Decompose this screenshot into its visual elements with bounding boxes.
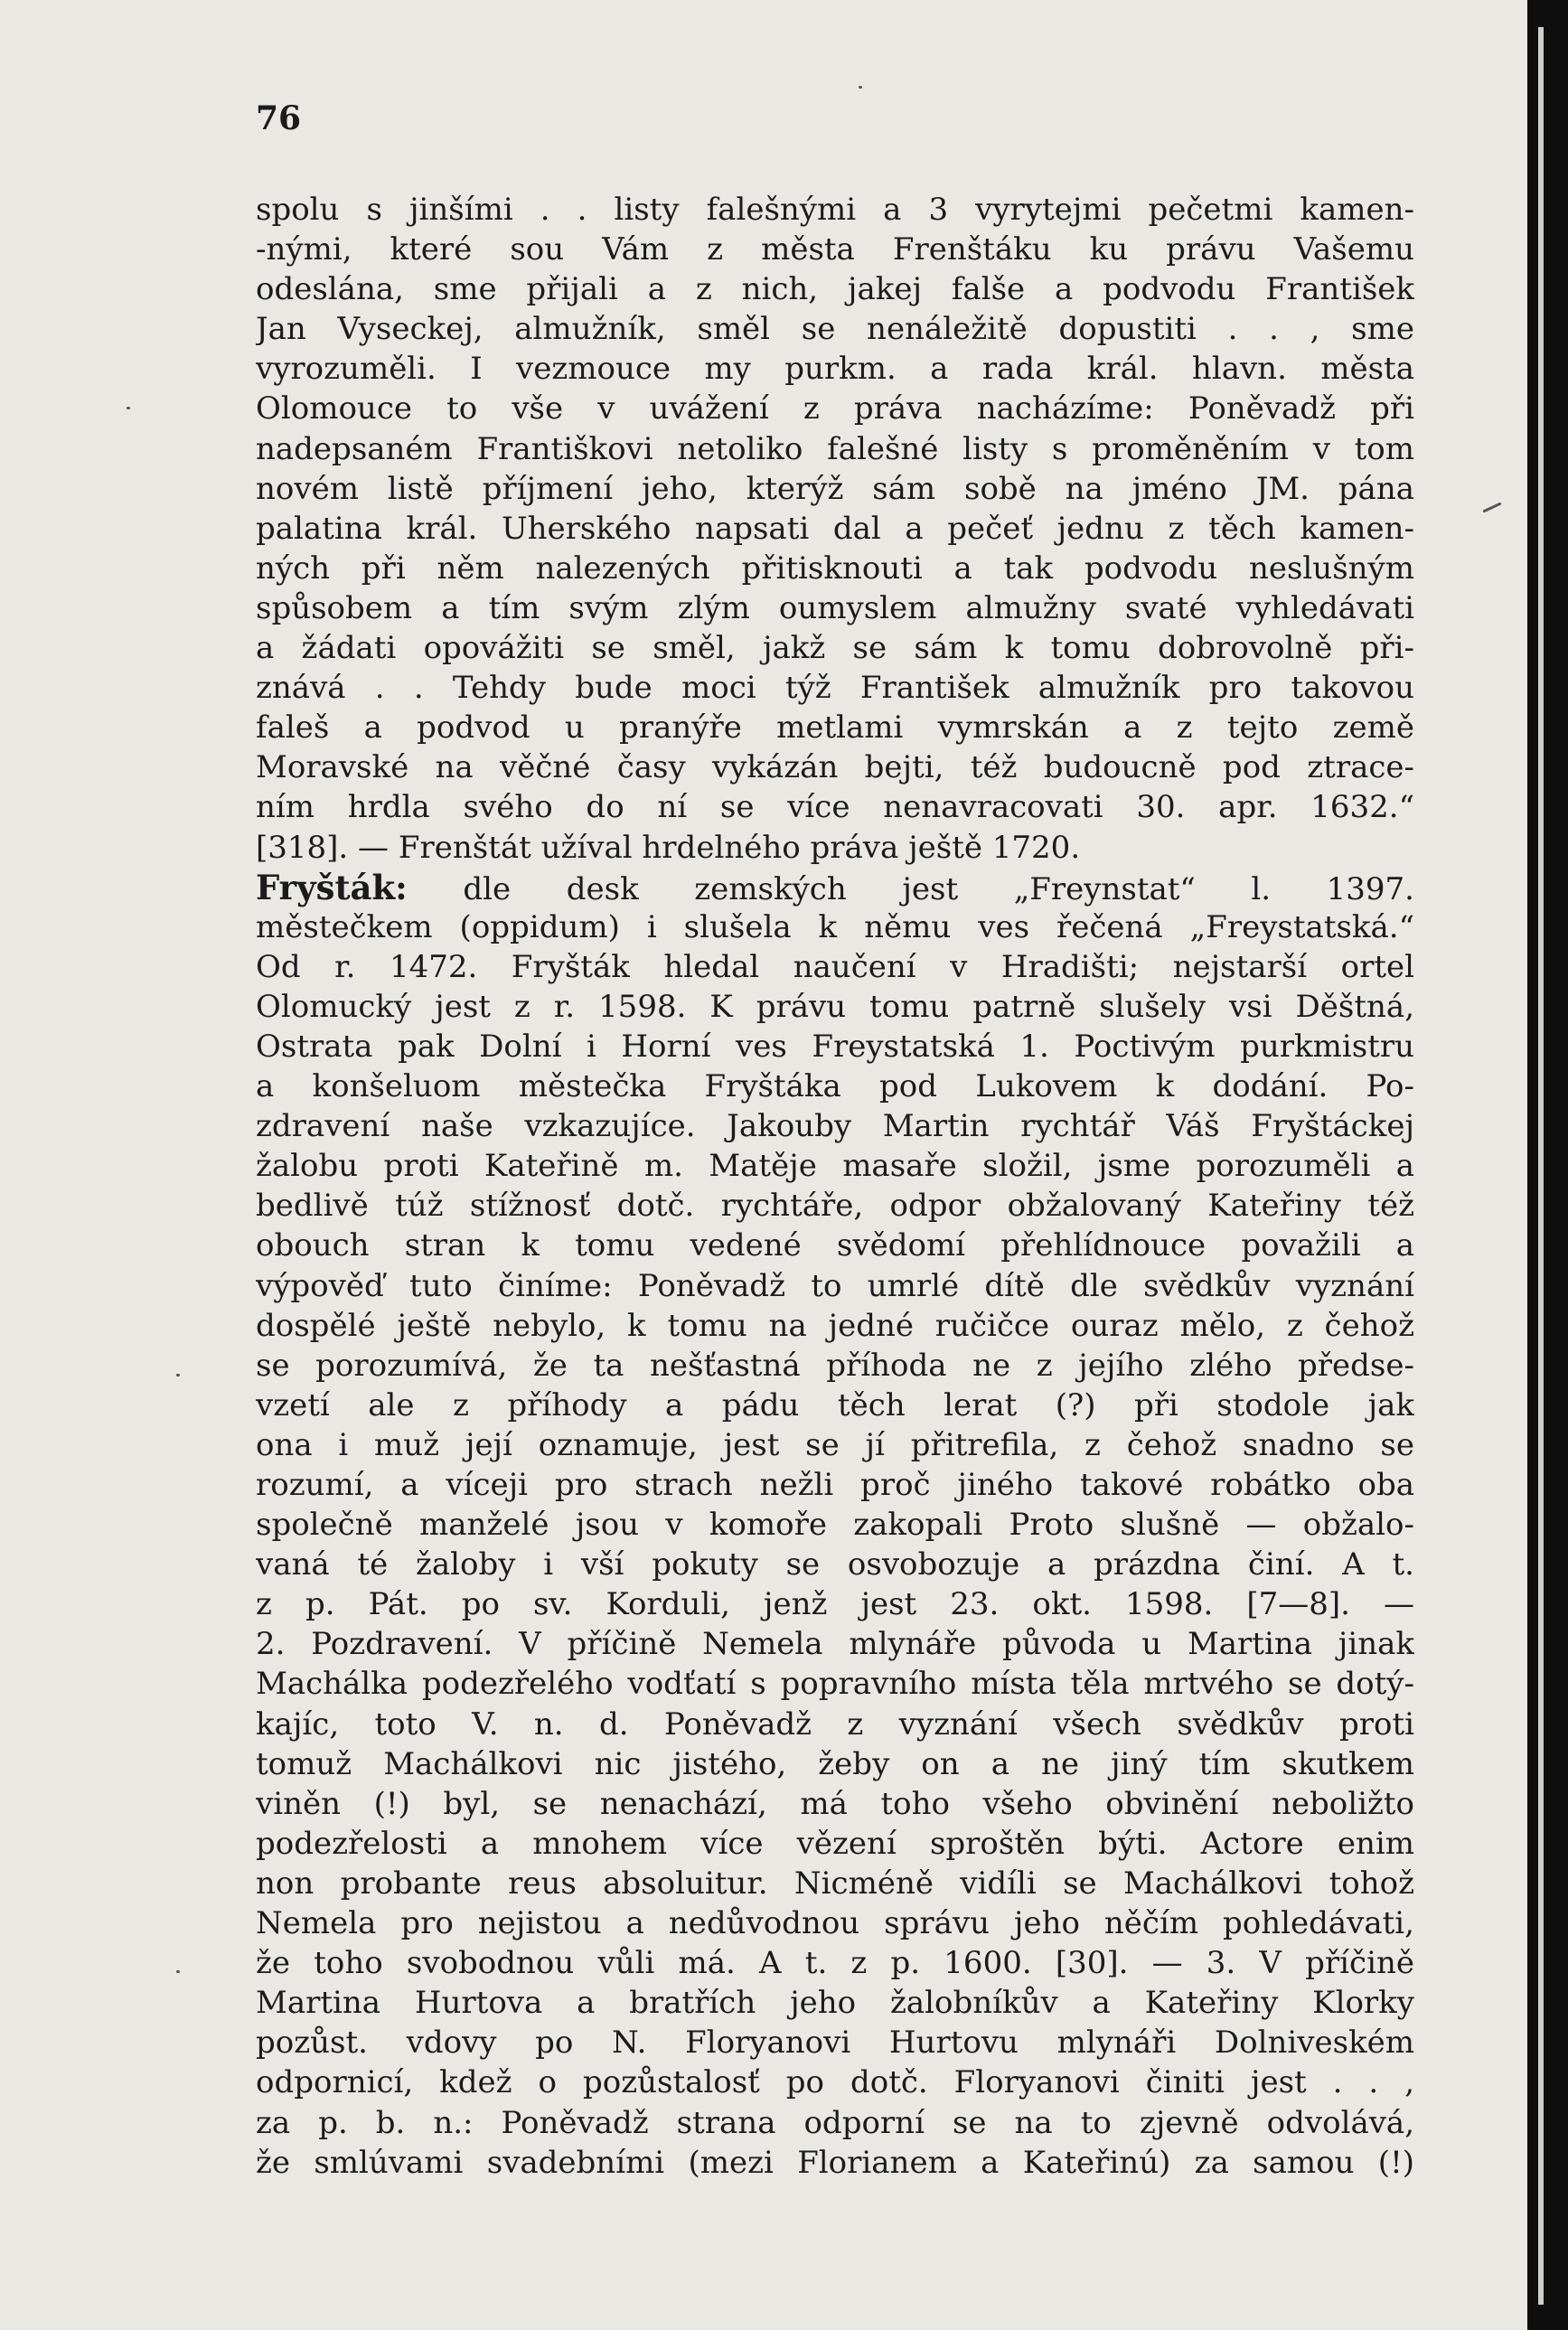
text-line: odpornicí, kdež o pozůstalosť po dotč. Floryanovi činiti jest . . , <box>256 2064 1414 2101</box>
text-line: Olomouce to vše v uvážení z práva nacházíme: Poněvadž při <box>256 390 1414 427</box>
text-line: Jan Vyseckej, almužník, směl se nenáležitě dopustiti . . , sme <box>256 311 1414 348</box>
text-line: Machálka podezřelého vodťatí s popravního místa těla mrtvého se dotý- <box>256 1666 1414 1703</box>
text-line: vyrozuměli. I vezmouce my purkm. a rada král. hlavn. města <box>256 351 1414 388</box>
text-line: obouch stran k tomu vedené svědomí přehlídnouce považili a <box>256 1227 1414 1264</box>
scan-mark <box>859 86 862 89</box>
text-line: bedlivě túž stížnosť dotč. rychtáře, odpor obžalovaný Kateřiny též <box>256 1188 1414 1225</box>
text-line: Moravské na věčné časy vykázán bejti, též budoucně pod ztrace- <box>256 749 1414 786</box>
text-line: kajíc, toto V. n. d. Poněvadž z vyznání všech svědkův proti <box>256 1705 1414 1743</box>
text-line: spolu s jinšími . . listy falešnými a 3 vyrytejmi pečetmi kamen- <box>256 192 1414 228</box>
scan-mark <box>176 1374 180 1376</box>
text-line: z p. Pát. po sv. Korduli, jenž jest 23. okt. 1598. [7—8]. — <box>256 1586 1414 1623</box>
text-line: znává . . Tehdy bude moci týž František almužník pro takovou <box>256 670 1414 707</box>
text-line: Ostrata pak Dolní i Horní ves Freystatská 1. Poctivým purkmistru <box>256 1028 1414 1065</box>
text-line: vzetí ale z příhody a pádu těch lerat (?) při stodole jak <box>256 1386 1414 1423</box>
section-heading: Fryšták: <box>256 867 408 907</box>
text-line: že toho svobodnou vůli má. A t. z p. 1600. [30]. — 3. V příčině <box>256 1945 1414 1982</box>
text-line: -nými, které sou Vám z města Frenštáku ku právu Vašemu <box>256 231 1414 268</box>
text-line: ona i muž její oznamuje, jest se jí přitrefila, z čehož snadno se <box>256 1426 1414 1463</box>
text-line: a konšeluom městečka Fryštáka pod Lukovem k dodání. Po- <box>256 1068 1414 1105</box>
text-line: zdravení naše vzkazujíce. Jakouby Martin rychtář Váš Fryštáckej <box>256 1108 1414 1145</box>
text-line: Olomucký jest z r. 1598. K právu tomu patrně slušely vsi Děštná, <box>256 988 1414 1025</box>
text-line: vaná té žaloby i vší pokuty se osvobozuje a prázdna činí. A t. <box>256 1546 1414 1583</box>
scan-mark <box>176 1970 180 1973</box>
text-line: ním hrdla svého do ní se více nenavracovati 30. apr. 1632.“ <box>256 789 1414 826</box>
text-line: novém listě příjmení jeho, kterýž sám sobě na jméno JM. pána <box>256 470 1414 507</box>
scan-mark <box>127 407 130 409</box>
text-line: nadepsaném Františkovi netoliko falešné listy s proměněním v tom <box>256 430 1414 467</box>
text-line: pozůst. vdovy po N. Floryanovi Hurtovu mlynáři Dolniveském <box>256 2025 1414 2062</box>
text-line: podezřelosti a mnohem více vězení sproštěn býti. Actore enim <box>256 1825 1414 1862</box>
text-line: a žádati opovážiti se směl, jakž se sám k tomu dobrovolně při- <box>256 630 1414 667</box>
text-line: Martina Hurtova a bratřích jeho žalobníkův a Kateřiny Klorky <box>256 1985 1414 2022</box>
text-line: faleš a podvod u pranýře metlami vymrskán a z tejto země <box>256 709 1414 747</box>
text-line: se porozumívá, že ta nešťastná příhoda ne z jejího zlého předse- <box>256 1347 1414 1384</box>
text-line: Od r. 1472. Fryšták hledal naučení v Hradišti; nejstarší ortel <box>256 948 1414 985</box>
text-line: za p. b. n.: Poněvadž strana odporní se na to zjevně odvolává, <box>256 2104 1414 2141</box>
section-heading-line <box>256 868 1414 907</box>
scan-edge-highlight <box>1538 27 1544 2305</box>
text-line: non probante reus absoluitur. Nicméně vidíli se Machálkovi tohož <box>256 1865 1414 1902</box>
text-line: [318]. — Frenštát užíval hrdelného práva ještě 1720. <box>256 829 1081 866</box>
text-line: městečkem (oppidum) i slušela k němu ves řečená „Freystatská.“ <box>256 908 1414 945</box>
text-line: dospělé ještě nebylo, k tomu na jedné ručičce ouraz mělo, z čehož <box>256 1307 1414 1344</box>
text-line: spůsobem a tím svým zlým oumyslem almužny svaté vyhledávati <box>256 589 1414 626</box>
text-line: rozumí, a víceji pro strach nežli proč jiného takové robátko oba <box>256 1467 1414 1503</box>
text-line: viněn (!) byl, se nenachází, má toho všeho obvinění neboližto <box>256 1785 1414 1822</box>
body-text <box>256 190 1414 2183</box>
text-line: Nemela pro nejistou a nedůvodnou správu jeho něčím pohledávati, <box>256 1905 1414 1942</box>
page-number: 76 <box>256 99 302 137</box>
text-line: ných při něm nalezených přitisknouti a tak podvodu neslušným <box>256 550 1414 587</box>
scan-mark <box>1482 502 1501 512</box>
text-line: tomuž Machálkovi nic jistého, žeby on a ne jiný tím skutkem <box>256 1745 1414 1782</box>
text-line: žalobu proti Kateřině m. Matěje masaře složil, jsme porozuměli a <box>256 1148 1414 1185</box>
scan-edge <box>1527 0 1568 2330</box>
text-line: společně manželé jsou v komoře zakopali Proto slušně — obžalo- <box>256 1507 1414 1544</box>
text-line: odeslána, sme přijali a z nich, jakej falše a podvodu František <box>256 271 1414 308</box>
text-line: 2. Pozdravení. V příčině Nemela mlynáře původa u Martina jinak <box>256 1626 1414 1663</box>
text-line: výpověď tuto činíme: Poněvadž to umrlé dítě dle svědkův vyznání <box>256 1267 1414 1304</box>
heading-line-rest: dle desk zemských jest „Freynstat“ l. 1397. <box>407 870 1414 907</box>
text-line: že smlúvami svadebními (mezi Florianem a Kateřinú) za samou (!) <box>256 2144 1414 2181</box>
text-line: palatina král. Uherského napsati dal a pečeť jednu z těch kamen- <box>256 510 1414 547</box>
